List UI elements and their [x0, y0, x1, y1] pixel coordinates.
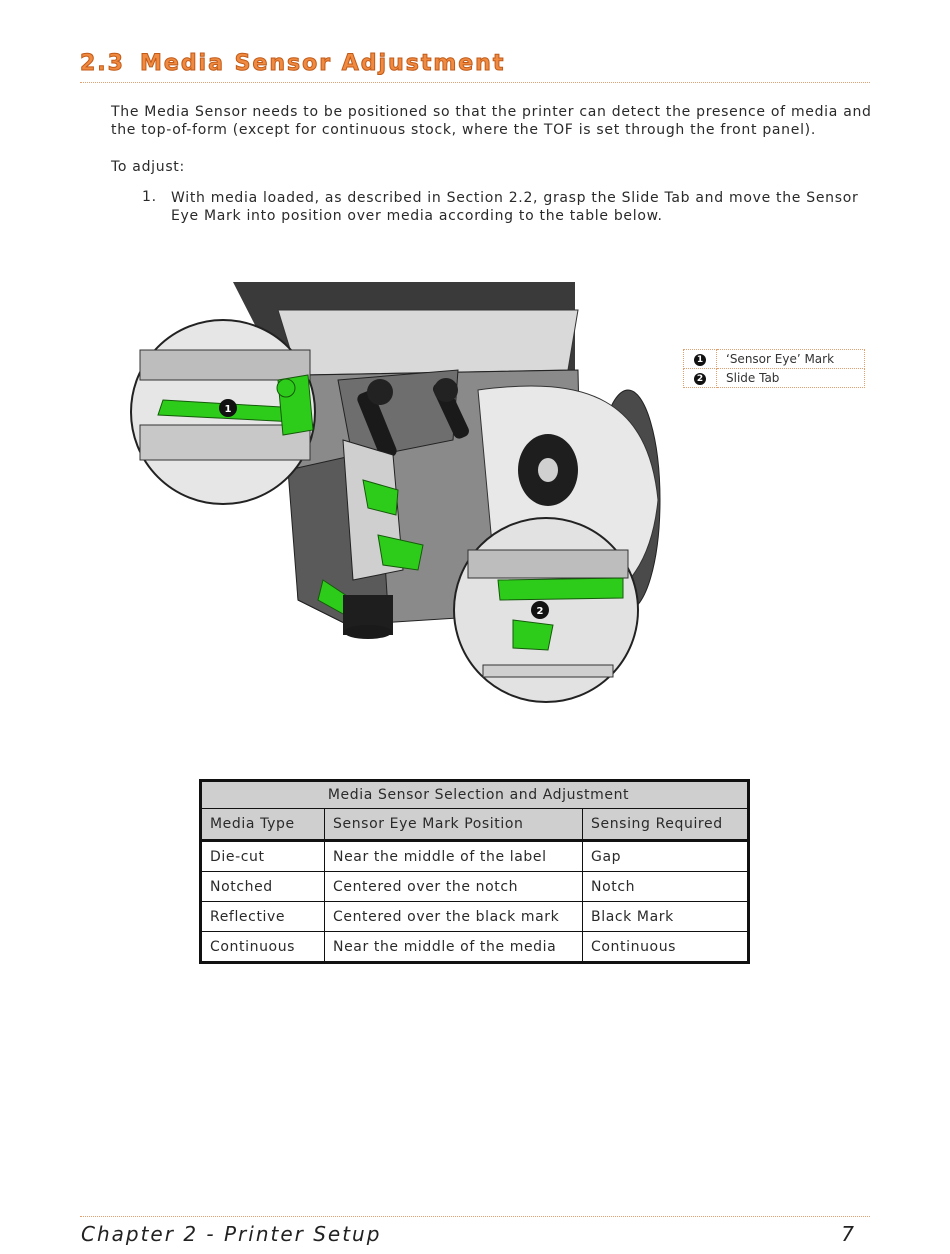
callout-row: [684, 369, 865, 388]
slide-tab-magnifier: [454, 518, 638, 702]
table-row: [201, 841, 749, 872]
table-row: [201, 872, 749, 902]
table-caption: Media Sensor Selection and Adjustment: [201, 781, 749, 809]
cell-sensing: Continuous: [583, 932, 749, 963]
callout-legend: [683, 349, 865, 388]
cell-media-type: Notched: [201, 872, 325, 902]
callout-label-2: Slide Tab: [717, 369, 865, 388]
cell-position: Near the middle of the media: [325, 932, 583, 963]
header-sensing-required: Sensing Required: [583, 809, 749, 841]
cell-media-type: Continuous: [201, 932, 325, 963]
intro-line-2: the top-of-form (except for continuous stock, where the TOF is set through the front panel).: [111, 122, 816, 138]
section-number: 2.3: [80, 51, 125, 76]
table-header-row: [201, 809, 749, 841]
chapter-title: Chapter 2 - Printer Setup: [81, 1222, 382, 1246]
section-heading: [80, 50, 870, 83]
cell-sensing: Gap: [583, 841, 749, 872]
callout-row: [684, 350, 865, 369]
marker-1: 1: [224, 404, 232, 415]
page-number: 7: [841, 1222, 854, 1246]
intro-line-1: The Media Sensor needs to be positioned so that the printer can detect the presence of media and: [111, 104, 872, 120]
step-line-1: With media loaded, as described in Section 2.2, grasp the Slide Tab and move the Sensor: [171, 190, 859, 206]
sensor-eye-magnifier: [131, 320, 315, 504]
callout-label-1: ‘Sensor Eye’ Mark: [717, 350, 865, 369]
callout-marker-2: 2: [694, 373, 706, 385]
marker-2: 2: [536, 606, 544, 617]
header-media-type: Media Type: [201, 809, 325, 841]
cell-sensing: Black Mark: [583, 902, 749, 932]
cell-position: Centered over the black mark: [325, 902, 583, 932]
callout-marker-1: 1: [694, 354, 706, 366]
cell-sensing: Notch: [583, 872, 749, 902]
cell-position: Near the middle of the label: [325, 841, 583, 872]
cell-media-type: Reflective: [201, 902, 325, 932]
step-number: 1.: [142, 189, 157, 205]
table-row: [201, 932, 749, 963]
media-sensor-table: [199, 779, 750, 964]
step-line-2: Eye Mark into position over media according to the table below.: [171, 208, 663, 224]
page-footer: [80, 1216, 870, 1246]
cell-media-type: Die-cut: [201, 841, 325, 872]
header-eye-mark-position: Sensor Eye Mark Position: [325, 809, 583, 841]
table-row: [201, 902, 749, 932]
cell-position: Centered over the notch: [325, 872, 583, 902]
to-adjust-label: To adjust:: [111, 159, 185, 175]
section-title: Media Sensor Adjustment: [140, 51, 506, 76]
printer-illustration: [128, 280, 668, 710]
